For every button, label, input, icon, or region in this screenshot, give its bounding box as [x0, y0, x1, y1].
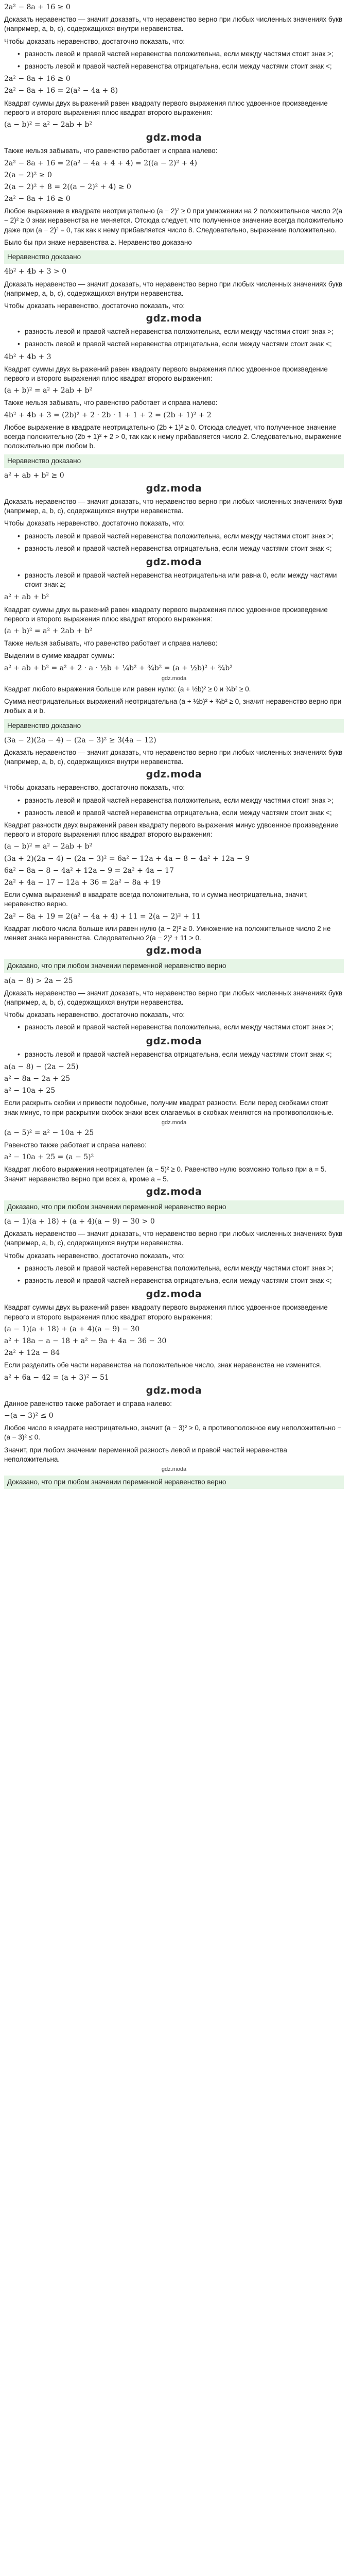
formula: (a − 1)(a + 18) + (a + 4)(a − 9) − 30 > 0 [4, 1217, 155, 1226]
watermark: gdz.moda [146, 556, 202, 568]
paragraph: Также нельзя забывать, что равенство работает и справа налево: [4, 399, 218, 407]
formula: 4b² + 4b + 3 [4, 352, 51, 361]
formula: 2a² − 8a + 19 = 2(a² − 4a + 4) + 11 = 2(a − 2)² + 11 [4, 912, 201, 921]
paragraph: Было бы при знаке неравенства ≥. Неравенство доказано [4, 238, 192, 246]
formula: a² + ab + b² = a² + 2 · a · ½b + ¼b² + ¾b² = (a + ½b)² + ¾b² [4, 664, 233, 672]
paragraph: Доказать неравенство — значит доказать, что неравенство верно при любых численных значениях букв (например, a, b, c), содержащихся внутри неравенства. [4, 497, 343, 515]
paragraph: Также нельзя забывать, что равенство работает и справа налево: [4, 147, 218, 155]
list-item: • разность левой и правой частей неравенства положительна, если между частями стоит знак >; [25, 49, 344, 59]
list-item: • разность левой и правой частей неравенства отрицательна, если между частями стоит знак <; [25, 62, 344, 71]
formula: 6a² − 8a − 8 − 4a² + 12a − 9 = 2a² + 4a − 17 [4, 866, 174, 875]
paragraph: Чтобы доказать неравенство, достаточно показать, что: [4, 1011, 185, 1019]
paragraph: Любое выражение в квадрате неотрицательно (a − 2)² ≥ 0 при умножении на 2 положительное число 2(a − 2)² ≥ 0 знак неравенства не меняется. Отсюда следует, что полученное значение всегда положительно даже при (a − 2)² = 0, так как к нему прибавляется число 8. Следовательно, выражение положительно. [4, 207, 343, 234]
conclusion-banner: Неравенство доказано [4, 719, 344, 733]
paragraph: Доказать неравенство — значит доказать, что неравенство верно при любых численных значениях букв (например, a, b, c), содержащихся внутри неравенства. [4, 748, 343, 766]
formula: (3a + 2)(2a − 4) − (2a − 3)² = 6a² − 12a + 4a − 8 − 4a² + 12a − 9 [4, 854, 250, 863]
formula: (a − 1)(a + 18) + (a + 4)(a − 9) − 30 [4, 1325, 140, 1333]
formula: (a − 5)² = a² − 10a + 25 [4, 1128, 94, 1137]
paragraph: Квадрат суммы двух выражений равен квадрату первого выражения плюс удвоенное произведение первого и второго выражения плюс квадрат второго выражения: [4, 365, 328, 383]
paragraph: Любое выражение в квадрате неотрицательно (2b + 1)² ≥ 0. Отсюда следует, что полученное значение всегда положительно (2b + 1)² + 2 > 0, так как к нему прибавляется число 2. Следовательно, выражение положительно при любом b. [4, 423, 342, 450]
list-item: • разность левой и правой частей неравенства отрицательна, если между частями стоит знак <; [25, 340, 344, 349]
paragraph: Доказать неравенство — значит доказать, что неравенство верно при любых численных значениях букв (например, a, b, c), содержащихся внутри неравенства. [4, 280, 343, 297]
conclusion-banner: Доказано, что при любом значении переменной неравенство верно [4, 959, 344, 973]
formula: 2a² + 4a − 17 − 12a + 36 = 2a² − 8a + 19 [4, 878, 161, 887]
paragraph: Если сумма выражений в квадрате всегда положительна, то и сумма неотрицательна, значит, неравенство верно. [4, 891, 308, 908]
conclusion-banner: Неравенство доказано [4, 454, 344, 468]
list-item: • разность левой и правой частей неравенства отрицательна, если между частями стоит знак <; [25, 1276, 344, 1285]
paragraph: Доказать неравенство — значит доказать, что неравенство верно при любых численных значениях букв (например, a, b, c), содержащихся внутри неравенства. [4, 1230, 343, 1247]
formula: a² + ab + b² ≥ 0 [4, 471, 64, 480]
paragraph: Квадрат любого числа больше или равен нулю (a − 2)² ≥ 0. Умножение на положительное число 2 не меняет знака неравенства. Следовательно 2(a − 2)² + 11 > 0. [4, 924, 331, 942]
formula: a² − 8a − 2a + 25 [4, 1074, 71, 1083]
paragraph: Чтобы доказать неравенство, достаточно показать, что: [4, 301, 185, 310]
list-item: • разность левой и правой частей неравенства положительна, если между частями стоит знак >; [25, 532, 344, 541]
watermark: gdz.moda [146, 1384, 202, 1396]
list-item: • разность левой и правой частей неравенства положительна, если между частями стоит знак >; [25, 327, 344, 336]
watermark-small: gdz.moda [161, 1119, 187, 1126]
list-item: • разность левой и правой частей неравенства отрицательна, если между частями стоит знак <; [25, 1050, 344, 1059]
list-item: • разность левой и правой частей неравенства положительна, если между частями стоит знак >; [25, 796, 344, 805]
paragraph: Чтобы доказать неравенство, достаточно показать, что: [4, 519, 185, 528]
watermark: gdz.moda [146, 482, 202, 494]
paragraph: Квадрат суммы двух выражений равен квадрату первого выражения плюс удвоенное произведение первого и второго выражения плюс квадрат второго выражения: [4, 1303, 328, 1321]
paragraph: Квадрат любого выражения больше или равен нулю: (a + ½b)² ≥ 0 и ¾b² ≥ 0. [4, 685, 251, 693]
watermark: gdz.moda [146, 1185, 202, 1197]
formula: (3a − 2)(2a − 4) − (2a − 3)² ≥ 3(4a − 12) [4, 736, 156, 744]
formula: a(a − 8) > 2a − 25 [4, 976, 73, 985]
conclusion-banner: Доказано, что при любом значении переменной неравенство верно [4, 1476, 344, 1489]
watermark: gdz.moda [146, 1035, 202, 1047]
paragraph: Если разделить обе части неравенства на положительное число, знак неравенства не изменится. [4, 1361, 322, 1369]
paragraph: Квадрат суммы двух выражений равен квадрату первого выражения плюс удвоенное произведение первого и второго выражения плюс квадрат второго выражения: [4, 605, 328, 623]
formula: a(a − 8) − (2a − 25) [4, 1062, 79, 1071]
list-item: • разность левой и правой частей неравенства положительна, если между частями стоит знак >; [25, 1023, 344, 1032]
paragraph: Доказать неравенство — значит доказать, что неравенство верно при любых численных значениях букв (например, a, b, c), содержащихся внутри неравенства. [4, 989, 343, 1006]
paragraph: Чтобы доказать неравенство, достаточно показать, что: [4, 1251, 185, 1260]
formula: a² − 10a + 25 [4, 1087, 56, 1095]
paragraph: Квадрат любого выражения неотрицателен (a − 5)² ≥ 0. Равенство нулю возможно только при a = 5. Значит неравенство верно при всех a, кроме a = 5. [4, 1165, 326, 1183]
watermark: gdz.moda [146, 769, 202, 781]
watermark: gdz.moda [146, 132, 202, 144]
watermark: gdz.moda [146, 945, 202, 957]
formula: (a + b)² = a² + 2ab + b² [4, 627, 93, 636]
paragraph: Данное равенство также работает и справа налево: [4, 1399, 172, 1408]
watermark-small: gdz.moda [161, 675, 187, 682]
watermark: gdz.moda [146, 313, 202, 325]
paragraph: Доказать неравенство — значит доказать, что неравенство верно при любых численных значениях букв (например, a, b, c), содержащихся внутри неравенства. [4, 15, 343, 33]
formula: 4b² + 4b + 3 = (2b)² + 2 · 2b · 1 + 1 + 2 = (2b + 1)² + 2 [4, 411, 212, 419]
paragraph: Значит, при любом значении переменной разность левой и правой частей неравенства неположительна. [4, 1446, 287, 1463]
conclusion-banner: Доказано, что при любом значении переменной неравенство верно [4, 1200, 344, 1214]
conclusion-banner: Неравенство доказано [4, 250, 344, 264]
watermark: gdz.moda [146, 1289, 202, 1300]
paragraph: Любое число в квадрате неотрицательно, значит (a − 3)² ≥ 0, а противоположное ему неположительно −(a − 3)² ≤ 0. [4, 1424, 342, 1442]
paragraph: Квадрат суммы двух выражений равен квадрату первого выражения плюс удвоенное произведение первого и второго выражения плюс квадрат второго выражения: [4, 99, 328, 116]
paragraph: Сумма неотрицательных выражений неотрицательна (a + ½b)² + ¾b² ≥ 0, значит неравенство верно при любых a и b. [4, 698, 342, 715]
paragraph: Выделим в сумме квадрат суммы: [4, 652, 115, 660]
formula: 2a² − 8a + 16 ≥ 0 [4, 3, 71, 11]
paragraph: Чтобы доказать неравенство, достаточно показать, что: [4, 784, 185, 792]
formula: 2(a − 2)² ≥ 0 [4, 171, 52, 179]
watermark-small: gdz.moda [161, 1466, 187, 1472]
formula: 2a² − 8a + 16 ≥ 0 [4, 75, 71, 83]
formula: 4b² + 4b + 3 > 0 [4, 267, 67, 276]
formula: a² − 10a + 25 = (a − 5)² [4, 1153, 94, 1162]
formula: 2a² − 8a + 16 ≥ 0 [4, 195, 71, 204]
formula: (a − b)² = a² − 2ab + b² [4, 121, 93, 129]
formula: (a + b)² = a² + 2ab + b² [4, 386, 93, 395]
paragraph: Квадрат разности двух выражений равен квадрату первого выражения минус удвоенное произведение первого и второго выражения плюс квадрат второго выражения: [4, 821, 339, 839]
formula: 2(a − 2)² + 8 = 2((a − 2)² + 4) ≥ 0 [4, 182, 131, 191]
formula: a² + ab + b² [4, 593, 49, 602]
list-item: • разность левой и правой частей неравенства отрицательна, если между частями стоит знак <; [25, 544, 344, 553]
formula: 2a² + 12a − 84 [4, 1349, 60, 1358]
paragraph: Равенство также работает и справа налево: [4, 1141, 147, 1149]
paragraph: Если раскрыть скобки и привести подобные, получим квадрат разности. Если перед скобками стоит знак минус, то при раскрытии скобок знаки всех слагаемых в скобках меняются на противоположные. [4, 1099, 334, 1116]
formula: a² + 6a − 42 = (a + 3)² − 51 [4, 1373, 109, 1382]
paragraph: Чтобы доказать неравенство, достаточно показать, что: [4, 37, 185, 45]
formula: a² + 18a − a − 18 + a² − 9a + 4a − 36 − 30 [4, 1336, 167, 1345]
list-item: • разность левой и правой частей неравенства отрицательна, если между частями стоит знак <; [25, 808, 344, 818]
formula: (a − b)² = a² − 2ab + b² [4, 842, 93, 851]
formula: −(a − 3)² ≤ 0 [4, 1411, 54, 1420]
list-item: • разность левой и правой частей неравенства положительна, если между частями стоит знак >; [25, 1264, 344, 1273]
formula: 2a² − 8a + 16 = 2(a² − 4a + 4 + 4) = 2((a − 2)² + 4) [4, 159, 197, 167]
paragraph: Также нельзя забывать, что равенство работает и справа налево: [4, 639, 218, 648]
formula: 2a² − 8a + 16 = 2(a² − 4a + 8) [4, 87, 118, 95]
list-item: • разность левой и правой частей неравенства неотрицательна или равна 0, если между частями стоит знак ≥; [25, 571, 344, 589]
